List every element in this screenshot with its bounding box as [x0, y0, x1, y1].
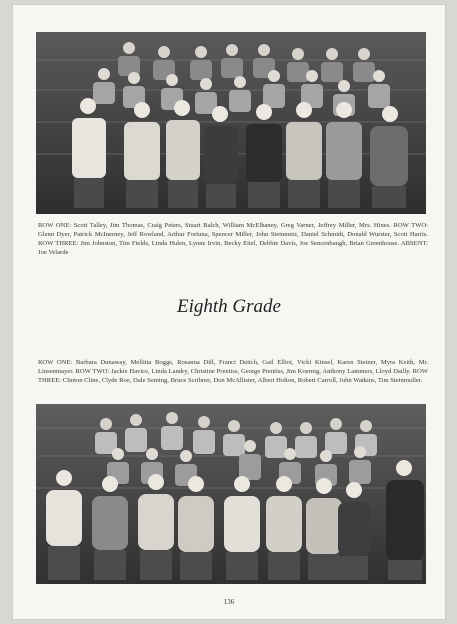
- class-photo-top-image: [36, 32, 426, 214]
- section-heading: Eighth Grade: [177, 296, 281, 317]
- photo-caption-bottom: ROW ONE: Barbara Dunaway, Mellitta Boggs, Rosanna Dill, Franci Deitch, Gail Elliot, Vicki Kinsel, Karen Steiner, Myra Keith, Mr. Linsenmayer. ROW TWO: Jackie Havice, Linda Landry, Christine Prentiss, George Prentiss, Jim Koernig, Anthony Lammers, Lloyd Dailly. ROW THREE: Clinton Cline, Clyde Roe, Dale Seming, Bruce Scribner, Don McAllister, Albert Holton, Robert Carroll, John Watkins, Tim Steinmuller.: [38, 359, 428, 384]
- photo-caption-top: ROW ONE: Scott Talley, Jim Thomas, Craig Peters, Stuart Balch, William McElhaney, Greg Varner, Jeffrey Miller, Mrs. Hines. ROW TWO: Glenn Dyer, Patrick McInerney, Jeff Rowland, Arthur Fortuna, Spencer Miller, John Steinmetz, Daniel Schmidt, Donald Wurster, Scott Harris. ROW THREE: Jim Johnston, Tim Fields, Linda Hulen, Lynne Irvin, Becky Eitel, Debbie Davis, Joe Sencenbaugh, Brian Greenhouse. ABSENT: Joe Velarde: [38, 222, 428, 256]
- class-photo-bottom: [36, 404, 426, 584]
- class-photo-bottom-image: [36, 404, 426, 584]
- class-photo-top: [36, 32, 426, 214]
- page-number: 136: [223, 598, 235, 606]
- yearbook-page: [12, 4, 446, 620]
